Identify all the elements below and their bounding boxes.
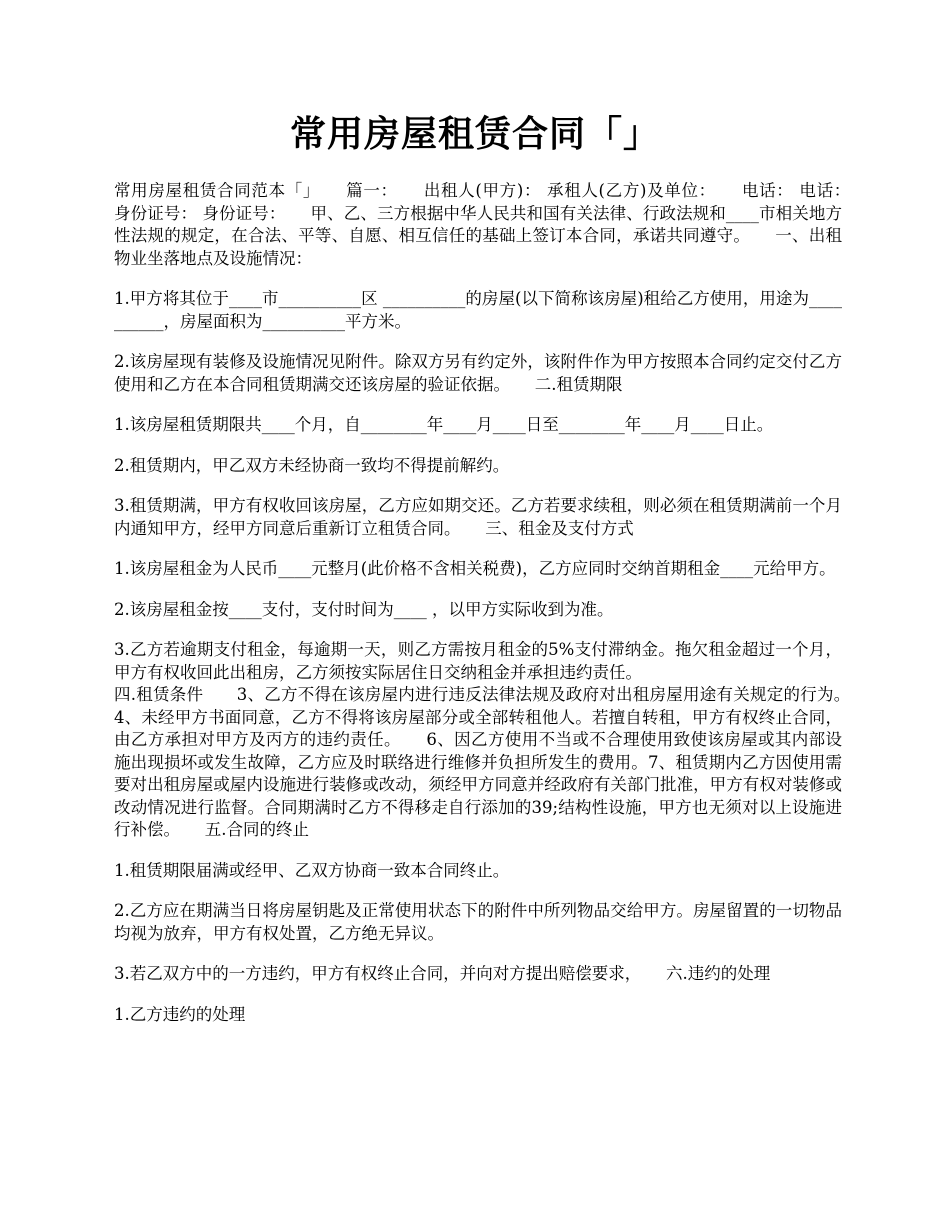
paragraph-breach: 3.若乙双方中的一方违约，甲方有权终止合同，并向对方提出赔偿要求， 六.违约的处理	[114, 964, 771, 983]
paragraph-location: 1.甲方将其位于____市__________区 __________的房屋(以下简称该房屋)租给乙方使用，用途为__________，房屋面积为__________平方米。	[114, 289, 842, 331]
paragraph-termination: 1.租赁期限届满或经甲、乙双方协商一致本合同终止。	[114, 860, 510, 880]
document-body	[114, 180, 875, 1044]
paragraph-no-early-termination: 2.租赁期内，甲乙双方未经协商一致均不得提前解约。	[114, 455, 510, 475]
paragraph-handover: 2.乙方应在期满当日将房屋钥匙及正常使用状态下的附件中所列物品交给甲方。房屋留置的一切物品均视为放弃，甲方有权处置，乙方绝无异议。	[114, 901, 842, 943]
paragraph-intro: 常用房屋租赁合同范本「」 篇一： 出租人(甲方)： 承租人(乙方)及单位： 电话： 电话： 身份证号： 身份证号： 甲、乙、三方根据中华人民共和国有关法律、行政法规和____市相关地方性法规的规定，在合法、平等、自愿、相互信任的基础上签订本合同，承诺共同遵守。 一、出租物业坐落地点及设施情况：	[114, 181, 875, 268]
paragraph-tenant-breach: 1.乙方违约的处理	[114, 1004, 246, 1024]
paragraph-term: 1.该房屋租赁期限共____个月，自________年____月____日至________年____月____日止。	[114, 415, 774, 434]
paragraph-facilities: 2.该房屋现有装修及设施情况见附件。除双方另有约定外，该附件作为甲方按照本合同约定交付乙方使用和乙方在本合同租赁期满交还该房屋的验证依据。 二.租赁期限	[114, 352, 842, 394]
paragraph-late-fee: 3.乙方若逾期支付租金，每逾期一天，则乙方需按月租金的5%支付滞纳金。拖欠租金超过一个月，甲方有权收回此出租房，乙方须按实际居住日交纳租金并承担违约责任。	[114, 640, 842, 682]
paragraph-renewal: 3.租赁期满，甲方有权收回该房屋，乙方应如期交还。乙方若要求续租，则必须在租赁期满前一个月内通知甲方，经甲方同意后重新订立租赁合同。 三、租金及支付方式	[114, 496, 842, 538]
paragraph-lease-conditions: 四.租赁条件 3、乙方不得在该房屋内进行违反法律法规及政府对出租房屋用途有关规定的行为。 4、未经甲方书面同意，乙方不得将该房屋部分或全部转租他人。若擅自转租，甲方有权终止合同，由乙方承担对甲方及丙方的违约责任。 6、因乙方使用不当或不合理使用致使该房屋或其内部设施出现损坏或发生故障，乙方应及时联络进行维修并负担所发生的费用。7、租赁期内乙方因使用需要对出租房屋或屋内设施进行装修或改动，须经甲方同意并经政府有关部门批准，甲方有权对装修或改动情况进行监督。合同期满时乙方不得移走自行添加的39;结构性设施，甲方也无须对以上设施进行补偿。 五.合同的终止	[114, 685, 875, 839]
paragraph-rent-payment: 2.该房屋租金按____支付，支付时间为____ ，以甲方实际收到为准。	[114, 599, 614, 619]
document-title: 常用房屋租赁合同「」	[289, 113, 660, 155]
paragraph-rent-amount: 1.该房屋租金为人民币____元整月(此价格不含相关税费)，乙方应同时交纳首期租金____元给甲方。	[114, 559, 836, 578]
